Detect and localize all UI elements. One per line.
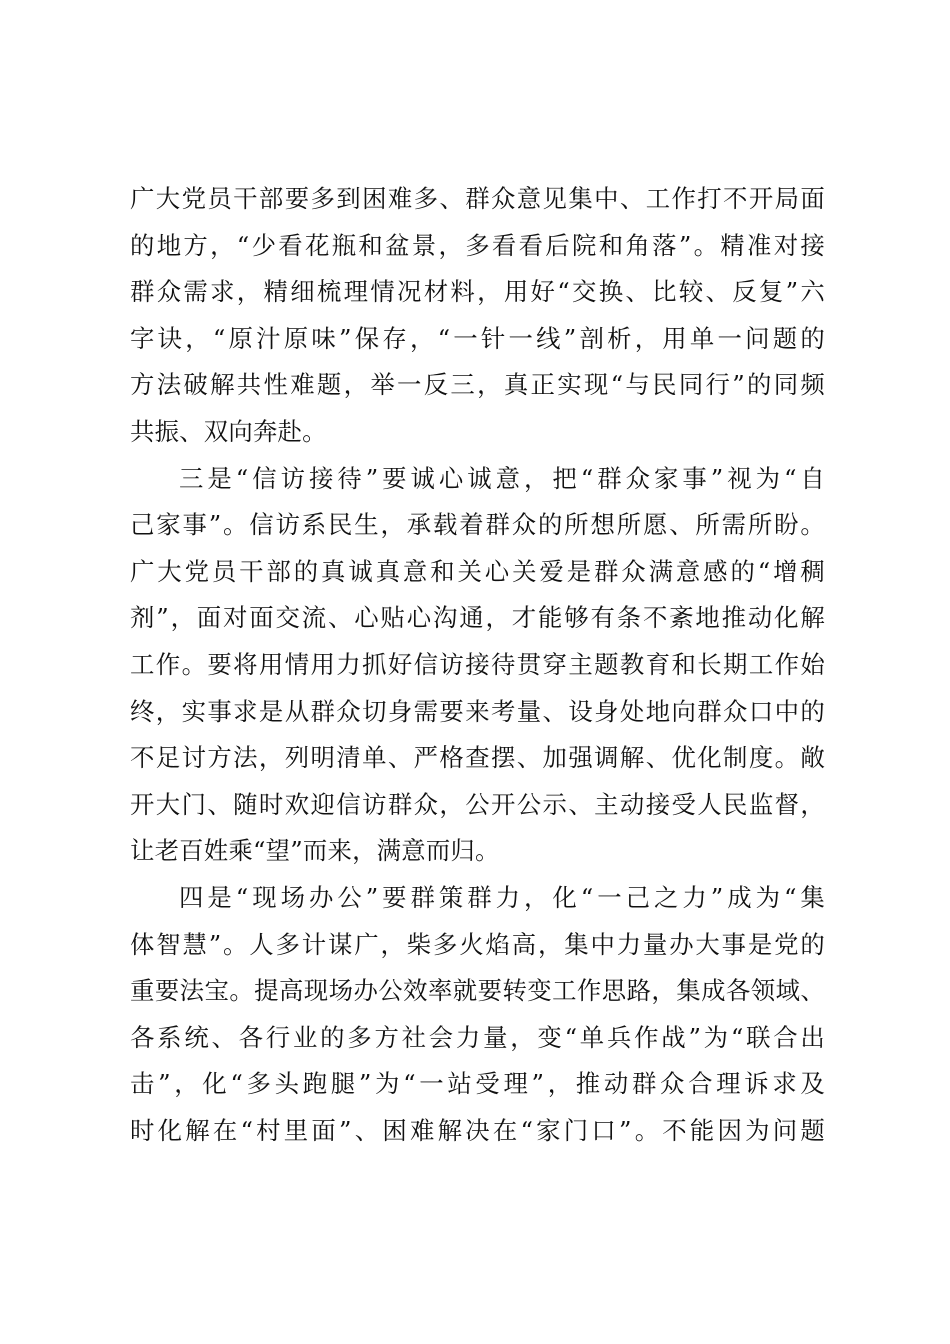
text-line: 广大党员干部的真诚真意和关心关爱是群众满意感的“增稠 [130,556,825,586]
text-line: 剂”，面对面交流、心贴心沟通，才能够有条不紊地推动化解 [130,603,825,633]
text-line: 四是“现场办公”要群策群力，化“一己之力”成为“集 [179,882,825,912]
text-line: 击”，化“多头跑腿”为“一站受理”，推动群众合理诉求及 [130,1069,825,1099]
text-line: 字诀，“原汁原味”保存，“一针一线”剖析，用单一问题的 [130,323,825,353]
text-line: 群众需求，精细梳理情况材料，用好“交换、比较、反复”六 [130,277,825,307]
text-line: 三是“信访接待”要诚心诚意，把“群众家事”视为“自 [179,463,825,493]
paragraph-2 [130,456,825,875]
text-line: 方法破解共性难题，举一反三，真正实现“与民同行”的同频 [130,370,825,400]
text-line: 工作。要将用情用力抓好信访接待贯穿主题教育和长期工作始 [130,649,825,679]
text-line: 广大党员干部要多到困难多、群众意见集中、工作打不开局面 [130,184,825,213]
text-line: 终，实事求是从群众切身需要来考量、设身处地向群众口中的 [130,696,825,726]
text-line: 体智慧”。人多计谋广，柴多火焰高，集中力量办大事是党的 [130,929,825,959]
paragraph-1 [130,176,825,456]
text-line: 各系统、各行业的多方社会力量，变“单兵作战”为“联合出 [130,1022,825,1052]
paragraph-3 [130,875,825,1155]
text-line: 的地方，“少看花瓶和盆景，多看看后院和角落”。精准对接 [130,230,825,260]
body-text [130,176,825,1154]
text-line: 不足讨方法，列明清单、严格查摆、加强调解、优化制度。敞 [130,743,825,773]
text-line: 时化解在“村里面”、困难解决在“家门口”。不能因为问题 [130,1115,825,1145]
text-line: 让老百姓乘“望”而来，满意而归。 [130,836,500,866]
text-line: 共振、双向奔赴。 [130,416,327,446]
text-line: 开大门、随时欢迎信访群众，公开公示、主动接受人民监督， [130,789,825,819]
text-line: 重要法宝。提高现场办公效率就要转变工作思路，集成各领域、 [130,976,825,1006]
text-line: 己家事”。信访系民生，承载着群众的所想所愿、所需所盼。 [130,510,825,540]
